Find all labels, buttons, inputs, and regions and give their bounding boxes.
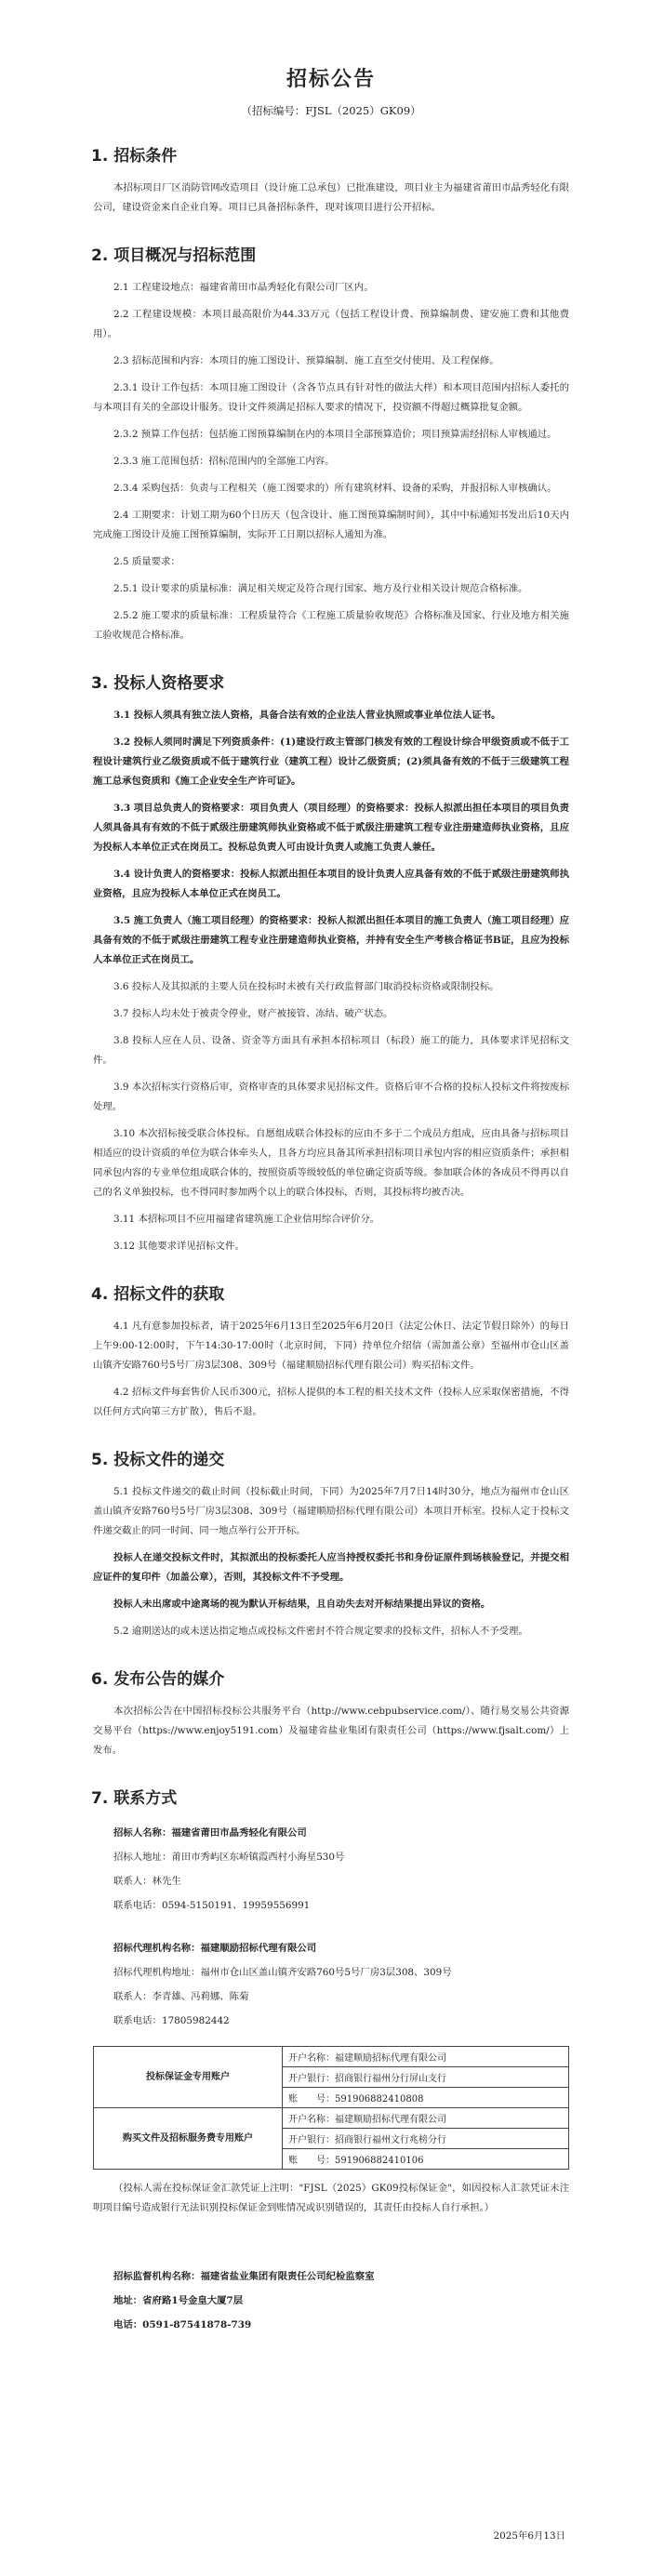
tenderee-label: 招标人名称： [113,1827,172,1839]
late-submission-text: 5.2 逾期送达的或未送达指定地点或投标文件密封不符合规定要求的投标文件，招标人不予受理。 [113,1626,528,1637]
submission-absence-text: 投标人未出席或中途离场的视为默认开标结果，且自动失去对开标结果提出异议的资格。 [113,1599,491,1610]
tenderee-person: 联系人：林先生 [113,1876,181,1887]
tender-number: （招标编号：FJSL（2025）GK09） [241,104,421,117]
overview-item: 2.4 工期要求：计划工期为60个日历天（包含设计、施工图预算编制时间），其中中标通知书发出后10天内完成施工图设计及施工图预算编制，实际开工日期以招标人通知为准。 [93,510,569,540]
qualification-item: 3.10 本次招标接受联合体投标。自愿组成联合体投标的应由不多于二个成员方组成，应由具备与招标项目相适应的设计资质的单位为联合体牵头人，且各方均应具备其所承担招标项目承包内容的相应资质条件；承担相同承包内容的专业单位组成联合体的，按照资质等级较低的单位确定资质等级。参加联合体的各成员不得再以自己的名义单独投标，也不得同时参加两个以上的联合体投标，否则，其投标将均被否决。 [93,1128,569,1198]
table-cell: 开户名称：福建顺励招标代理有限公司 [283,2047,569,2067]
publication-media-text: 本次招标公告在中国招标投标公共服务平台（http://www.cebpubservice.com/）、随行易交易公共资源交易平台（https://www.enjoy5191.com）及福建省盐业集团有限责任公司（https://www.fjsalt.com/）上发布。 [93,1706,569,1756]
agency-name-line [113,1936,569,1960]
agency-person: 联系人：李青雄、冯莉娜、陈菊 [113,1991,249,2002]
table-cell: 开户银行：招商银行福州文行兆榜分行 [283,2129,569,2149]
agency-name: 福建顺励招标代理有限公司 [200,1943,317,1954]
overview-item: 2.3.4 采购包括：负责与工程相关（施工图要求的）所有建筑材料、设备的采购，并报招标人审核确认。 [113,483,557,494]
qualification-list [93,706,569,1256]
section-heading-7: 7. 联系方式 [91,1789,178,1808]
section-heading-3: 3. 投标人资格要求 [91,674,225,693]
qualification-item: 3.4 设计负责人的资格要求：投标人拟派出担任本项目的设计负责人应具备有效的不低于贰级注册建筑师执业资格，且应为投标人本单位正式在岗员工。 [93,869,569,899]
qualification-item: 3.5 施工负责人（施工项目经理）的资格要求：投标人拟派出担任本项目的施工负责人（施工项目经理）应具备有效的不低于贰级注册建筑工程专业注册建造师执业资格，并持有安全生产考核合格证书B证，且应为投标人本单位正式在岗员工。 [93,915,569,965]
table-cell: 账 号：591906882410808 [283,2088,569,2108]
table-cell: 开户银行：招商银行福州分行屏山支行 [283,2067,569,2088]
table-row [94,2047,569,2067]
tenderee-name: 福建省莆田市晶秀轻化有限公司 [171,1827,307,1839]
supervisor-phone: 电话：0591-87541878-739 [113,2319,252,2330]
tenderee-contact [93,1821,569,1918]
bank-accounts-table [93,2046,569,2170]
tenderee-name-line [113,1821,569,1845]
qualification-item: 3.12 其他要求详见招标文件。 [113,1241,245,1252]
supervisor-address: 地址：省府路1号金皇大厦7层 [113,2295,244,2306]
table-row [94,2108,569,2129]
qualification-item: 3.8 投标人应在人员、设备、资金等方面具有承担本招标项目（标段）施工的能力，具体要求详见招标文件。 [93,1035,569,1066]
table-cell: 账 号：591906882410106 [283,2149,569,2170]
overview-item: 2.3.2 预算工作包括：包括施工图预算编制在内的本项目全部预算造价；项目预算需经招标人审核通过。 [113,429,557,440]
overview-item: 2.3.1 设计工作包括：本项目施工图设计（含各节点具有针对性的做法大样）和本项目范围内招标人委托的与本项目有关的全部设计服务。设计文件须满足招标人要求的情况下，投资额不得超过概算批复金额。 [93,382,569,413]
overview-item: 2.3.3 施工范围包括：招标范围内的全部施工内容。 [113,456,335,467]
overview-item: 2.1 工程建设地点：福建省莆田市晶秀轻化有限公司厂区内。 [113,282,374,293]
tender-conditions-text: 本招标项目厂区消防管网改造项目（设计施工总承包）已批准建设，项目业主为福建省莆田市晶秀轻化有限公司，建设资金来自企业自筹。项目已具备招标条件，现对该项目进行公开招标。 [93,182,569,213]
qualification-item: 3.3 项目总负责人的资格要求：项目负责人（项目经理）的资格要求：投标人拟派出担任本项目的项目负责人须具备具有有效的不低于贰级注册建筑师执业资格或不低于贰级注册建筑工程专业注册建造师执业资格，且应为投标人本单位正式在岗员工。投标总负责人可由设计负责人或施工负责人兼任。 [93,803,569,853]
agency-address: 招标代理机构地址：福州市仓山区盖山镇齐安路760号5号厂房3层308、309号 [113,1967,452,1978]
document-price-text: 4.2 招标文件每套售价人民币300元，招标人提供的本工程的相关技术文件（投标人应采取保密措施，不得以任何方式向第三方扩散），售后不退。 [93,1387,569,1417]
section-heading-5: 5. 投标文件的递交 [91,1451,225,1469]
supervisor-name: 招标监督机构名称：福建省盐业集团有限责任公司纪检监察室 [113,2271,375,2282]
announcement-date: 2025年6月13日 [493,2530,565,2542]
table-cell: 开户名称：福建顺励招标代理有限公司 [283,2108,569,2129]
qualification-item: 3.1 投标人须具有独立法人资格，具备合法有效的企业法人营业执照或事业单位法人证书。 [113,710,501,721]
document-obtain-text: 4.1 凡有意参加投标者，请于2025年6月13日至2025年6月20日（法定公休日、法定节假日除外）的每日上午9:00-12:00时，下午14:30-17:00时（北京时间，下同）持单位介绍信（需加盖公章）至福州市仓山区盖山镇齐安路760号5号厂房3层308、309号（福建顺励招标代理有限公司）购买招标文件。 [93,1321,569,1371]
qualification-item: 3.7 投标人均未处于被责令停业，财产被接管、冻结、破产状态。 [113,1008,393,1019]
service-fee-account-label: 购买文件及招标服务费专用账户 [94,2108,283,2170]
section-heading-2: 2. 项目概况与招标范围 [91,246,257,265]
qualification-item: 3.9 本次招标实行资格后审，资格审查的具体要求见招标文件。资格后审不合格的投标人投标文件将按废标处理。 [93,1082,569,1112]
qualification-item: 3.2 投标人须同时满足下列资质条件：(1)建设行政主管部门核发有效的工程设计综合甲级资质或不低于工程设计建筑行业乙级资质或不低于建筑行业（建筑工程）设计乙级资质；(2)须具备有效的不低于三级建筑工程施工总承包资质和《施工企业安全生产许可证》。 [93,737,569,787]
section-heading-6: 6. 发布公告的媒介 [91,1670,225,1689]
section-heading-1: 1. 招标条件 [91,147,178,166]
agency-label: 招标代理机构名称： [113,1943,201,1954]
page-title: 招标公告 [286,67,376,91]
overview-item: 2.2 工程建设规模：本项目最高限价为44.33万元（包括工程设计费、预算编制费、建安施工费和其他费用）。 [93,309,569,339]
overview-item: 2.5 质量要求： [113,556,180,567]
agency-phone: 联系电话：17805982442 [113,2015,230,2026]
section-heading-4: 4. 招标文件的获取 [91,1285,225,1304]
overview-item: 2.3 招标范围和内容：本项目的施工图设计、预算编制、施工直至交付使用、及工程保修。 [113,355,499,366]
qualification-item: 3.6 投标人及其拟派的主要人员在投标时未被有关行政监督部门取消投标资格或限制投标。 [113,981,499,992]
submission-verification-text: 投标人在递交投标文件时，其拟派出的投标委托人应当持授权委托书和身份证原件到场核验登记，并提交相应证件的复印件（加盖公章），否则，其投标文件不予受理。 [93,1552,569,1583]
submission-deadline-text: 5.1 投标文件递交的截止时间（投标截止时间，下同）为2025年7月7日14时30分，地点为福州市仓山区盖山镇齐安路760号5号厂房3层308、309号（福建顺励招标代理有限公司）本项目开标室。投标人定于投标文件递交截止的同一时间、同一地点举行公开开标。 [93,1486,569,1536]
deposit-note: （投标人需在投标保证金汇款凭证上注明："FJSL（2025）GK09投标保证金"，如因投标人汇款凭证未注明项目编号造成银行无法识别投标保证金到账情况或识别错误的，其责任由投标人自行承担。） [93,2183,569,2213]
agency-contact [93,1936,569,2033]
qualification-item: 3.11 本招标项目不应用福建省建筑施工企业信用综合评价分。 [113,1214,380,1225]
deposit-account-label: 投标保证金专用账户 [94,2047,283,2108]
tenderee-phone: 联系电话：0594-5150191、19959556991 [113,1900,311,1911]
overview-item: 2.5.2 施工要求的质量标准：工程质量符合《工程施工质量验收规范》合格标准及国家、行业及地方相关施工验收规范合格标准。 [93,610,569,641]
supervisor-contact [93,2264,569,2337]
project-overview-list [93,278,569,645]
overview-item: 2.5.1 设计要求的质量标准：满足相关规定及符合现行国家、地方及行业相关设计规范合格标准。 [113,583,528,594]
tenderee-address: 招标人地址：莆田市秀屿区东峤镇霞西村小海星530号 [113,1852,345,1863]
